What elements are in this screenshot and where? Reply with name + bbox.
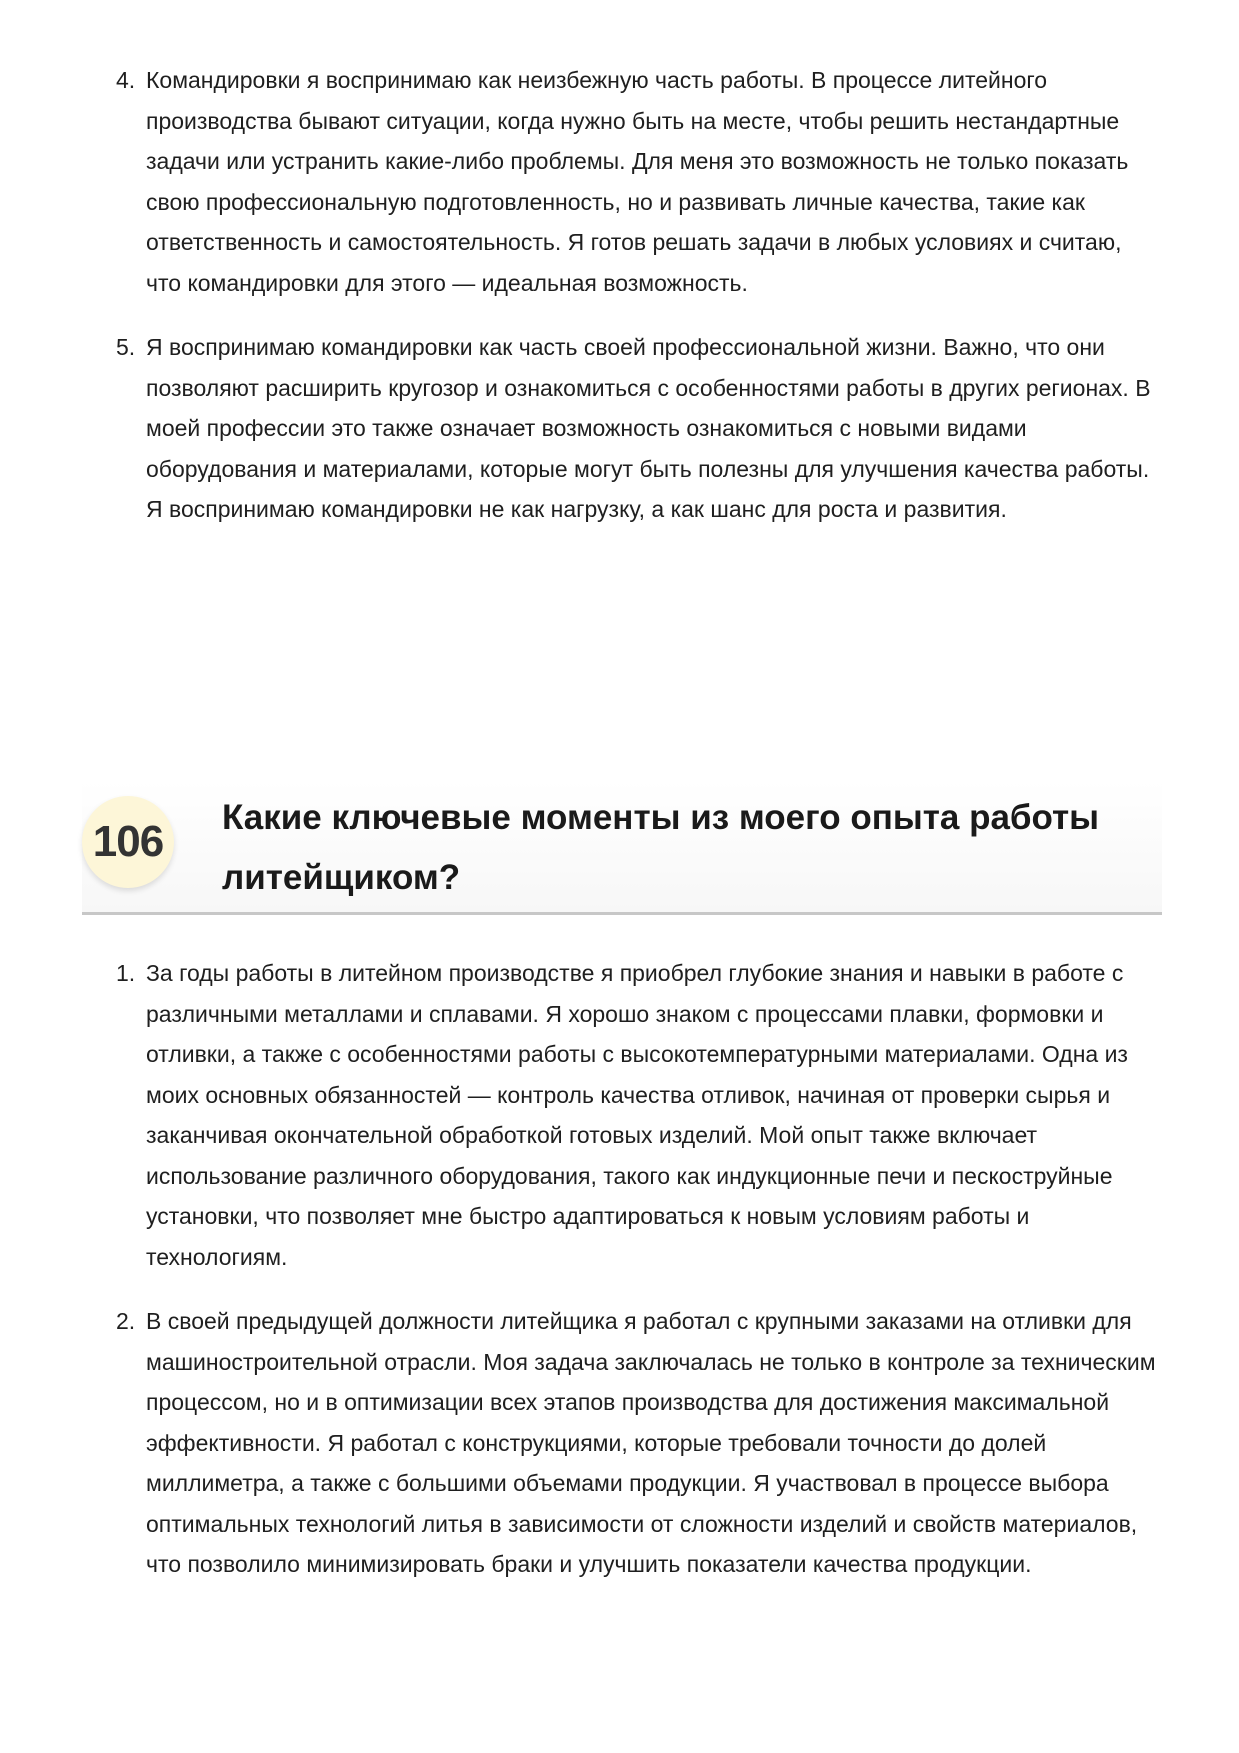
- list-item: [0, 327, 1156, 530]
- list-item-text: Я воспринимаю командировки как часть своей профессиональной жизни. Важно, что они позволяют расширить кругозор и ознакомиться с особенностями работы в других регионах. В моей профессии это также означает возможность ознакомиться с новыми видами оборудования и материалами, которые могут быть полезны для улучшения качества работы. Я воспринимаю командировки не как нагрузку, а как шанс для роста и развития.: [146, 334, 1151, 522]
- list-item-text: В своей предыдущей должности литейщика я работал с крупными заказами на отливки для машиностроительной отрасли. Моя задача заключалась не только в контроле за техническим процессом, но и в оптимизации всех этапов производства для достижения максимальной эффективности. Я работал с конструкциями, которые требовали точности до долей миллиметра, а также с большими объемами продукции. Я участвовал в процессе выбора оптимальных технологий литья в зависимости от сложности изделий и свойств материалов, что позволило минимизировать браки и улучшить показатели качества продукции.: [146, 1308, 1156, 1577]
- list-item-number: 2.: [116, 1308, 136, 1334]
- list-item: [0, 1301, 1156, 1585]
- list-item: [0, 60, 1156, 303]
- list-item-number: 1.: [116, 960, 136, 986]
- section-title: Какие ключевые моменты из моего опыта работы литейщиком?: [222, 798, 1100, 897]
- list-item-number: 5.: [116, 334, 136, 360]
- section-header: [82, 780, 1162, 915]
- list-item: [0, 953, 1156, 1277]
- list-item-number: 4.: [116, 67, 136, 93]
- list-item-text: За годы работы в литейном производстве я приобрел глубокие знания и навыки в работе с различными металлами и сплавами. Я хорошо знаком с процессами плавки, формовки и отливки, а также с особенностями работы с высокотемпературными материалами. Одна из моих основных обязанностей — контроль качества отливок, начиная от проверки сырья и заканчивая окончательной обработкой готовых изделий. Мой опыт также включает использование различного оборудования, такого как индукционные печи и пескоструйные установки, что позволяет мне быстро адаптироваться к новым условиям работы и технологиям.: [146, 960, 1128, 1270]
- answer-list: [0, 953, 1239, 1585]
- list-item-text: Командировки я воспринимаю как неизбежную часть работы. В процессе литейного производства бывают ситуации, когда нужно быть на месте, чтобы решить нестандартные задачи или устранить какие-либо проблемы. Для меня это возможность не только показать свою профессиональную подготовленность, но и развивать личные качества, такие как ответственность и самостоятельность. Я готов решать задачи в любых условиях и считаю, что командировки для этого — идеальная возможность.: [146, 67, 1129, 296]
- section-number-badge: 106: [82, 796, 174, 888]
- answer-list-continued: [0, 60, 1239, 530]
